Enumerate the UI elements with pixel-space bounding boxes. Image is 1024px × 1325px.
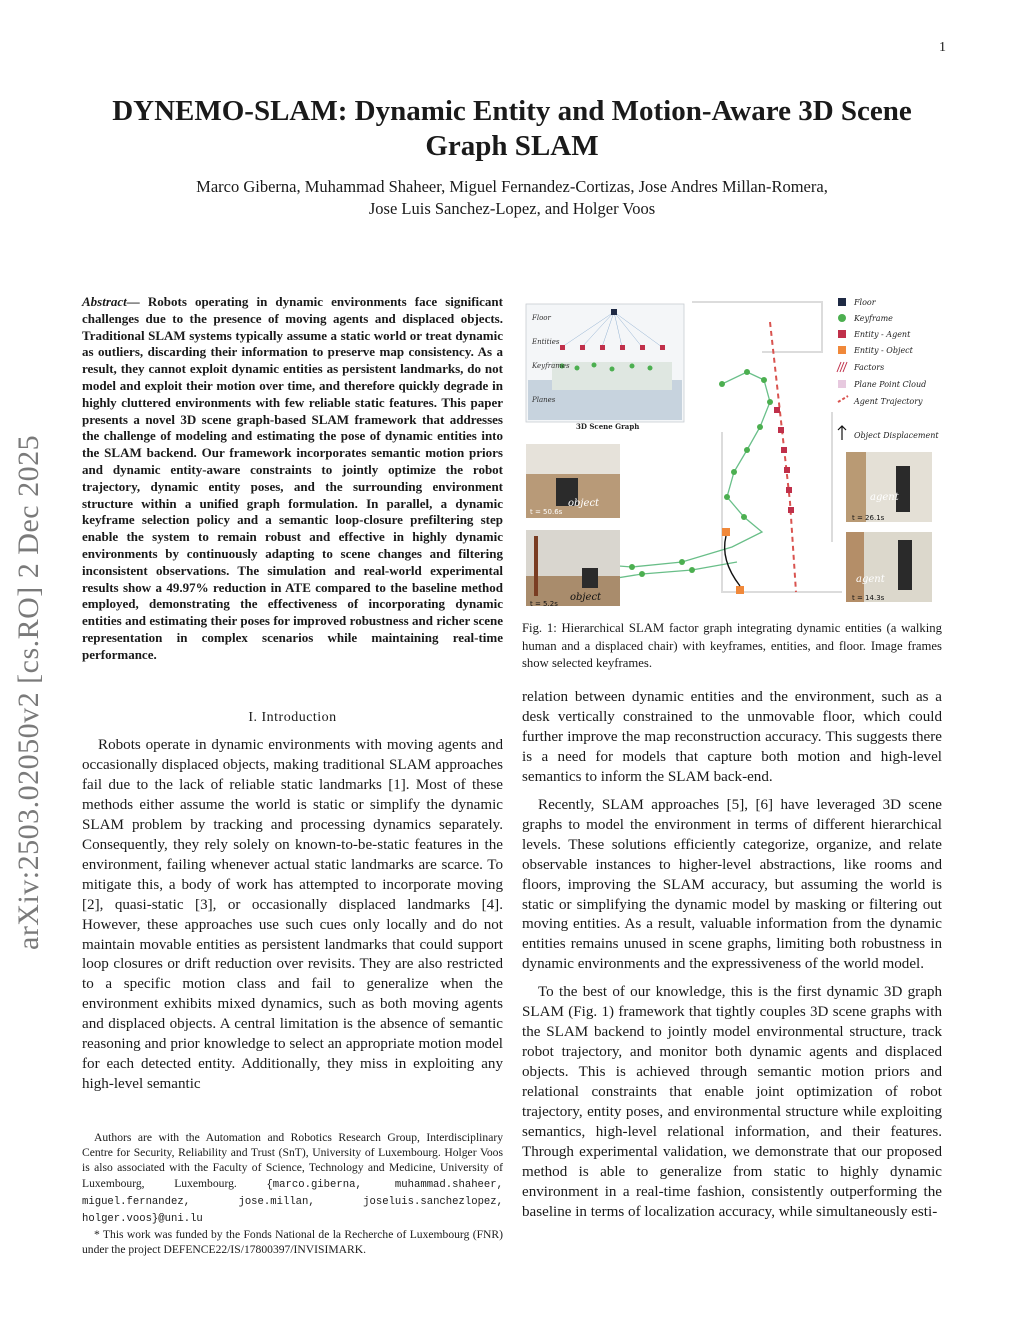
authors-line-2: Jose Luis Sanchez-Lopez, and Holger Voos (368, 199, 656, 218)
title-line-2: Graph SLAM (425, 130, 599, 162)
paper-title (80, 94, 944, 164)
photo-time-2: t = 5.2s (530, 600, 558, 608)
legend-keyframe: Keyframe (854, 314, 893, 323)
legend-object: Entity - Object (854, 346, 913, 355)
section-heading: I. Introduction (248, 710, 337, 725)
footnote-affiliation-text: Authors are with the Automation and Robotics Research Group, Interdisciplinary Centre for Security, Reliability and Trust (SnT), University of Luxembourg. Holger Voos is also associated with the Faculty of Science, Technology and Medicine, University of Luxembourg, Luxembourg. (82, 1131, 503, 1190)
photo-label-agent-2: agent (856, 574, 885, 585)
scene-graph-inset (526, 304, 684, 431)
photo-agent-2 (846, 532, 932, 602)
photo-object-1 (526, 444, 620, 518)
photo-time-3: t = 26.1s (852, 514, 885, 522)
layer-label-floor: Floor (532, 314, 551, 322)
layer-label-keyframes: Keyframes (532, 362, 570, 370)
footnote-affiliation (82, 1130, 503, 1227)
right-column-text (522, 688, 942, 1231)
footnote-funding: * This work was funded by the Fonds National de la Recherche of Luxembourg (FNR) under the project DEFENCE22/IS/17800397/INVISIMARK. (82, 1228, 503, 1257)
page-number: 1 (939, 40, 946, 55)
photo-label-object-1: object (568, 498, 600, 509)
figure-1 (522, 292, 942, 610)
footnote (82, 1130, 503, 1258)
legend-plane: Plane Point Cloud (854, 380, 927, 389)
photo-agent-1 (846, 452, 932, 522)
right-paragraph-2: Recently, SLAM approaches [5], [6] have leveraged 3D scene graphs to model the environment in terms of different hierarchical levels. These solutions efficiently categorize, organize, and relate observable instances to higher-level abstractions, like rooms and floors, improving the SLAM accuracy, but assuming the world is static or simplifying the dynamic model by masking or filtering out moving entities. As a result, valuable information from the dynamic entities remains unused in scene graphs, limiting both robustness in dynamic environments and the expressiveness of the world model. (522, 796, 942, 973)
scene-graph-title: 3D Scene Graph (576, 422, 640, 431)
figure-caption: Fig. 1: Hierarchical SLAM factor graph integrating dynamic entities (a walking human and a displaced chair) with keyframes, entities, and floor. Image frames show selected keyframes. (522, 621, 942, 670)
photo-object-2 (526, 530, 620, 608)
legend-floor: Floor (854, 298, 876, 307)
abstract (82, 294, 503, 664)
abstract-text: Robots operating in dynamic environments face significant challenges due to the presence of moving agents and displaced objects. Traditional SLAM systems typically assume a static world or treat dynamic as outliers, discarding their information to preserve map consistency. As a result, they cannot exploit dynamic entities as persistent landmarks, do not model and exploit their motion over time, and therefore quickly degrade in highly cluttered environments with few reliable static features. This paper presents a novel 3D scene graph-based SLAM framework that addresses the challenge of modeling and estimating the pose of dynamic entities into the SLAM backend. Our framework incorporates semantic motion priors and dynamic entity-aware constraints to jointly optimize the robot trajectory, dynamic entity poses, and the surrounding environment structure within a unified graph formulation. In parallel, a dynamic keyframe selection policy and a semantic loop-closure prefiltering step enable the system to remain robust and effective in highly dynamic environments by continuously adapting to scene changes and filtering inconsistent observations. The simulation and real-world experimental results show a 49.97% reduction in ATE compared to the baseline method employed, demonstrating the effectiveness of incorporating dynamic entities and estimating their poses for improved robustness and richer scene representation in complex scenarios while maintaining real-time performance. (82, 294, 503, 662)
abstract-lead: Abstract— (82, 294, 140, 309)
photo-time-4: t = 14.3s (852, 594, 885, 602)
intro-text: Robots operate in dynamic environments with moving agents and occasionally displaced objects, making traditional SLAM approaches fail due to the lack of reliable static landmarks [1]. Most of these methods either assume the world is static or simplify the dynamic SLAM problem by tracking and processing dynamics separately. Consequently, they rely solely on known-to-be-static features in the environment, failing whenever actual static landmarks are scarce. To mitigate this, a body of work has attempted to incorporate moving [2], quasi-static [3], or occasionally displaced landmarks [4]. However, these approaches use such cues only locally and do not maintain movable entities as persistent landmarks that could support loop closures or drift reduction over revisits. They are also restricted to a specific motion class and fail to generalize when the environment exhibits mixed dynamics, such as both moving agents and displaced objects. A central limitation is the absence of semantic reasoning and prior knowledge to select an appropriate motion model for each detected entity. Additionally, they miss in exploiting any high-level semantic (82, 737, 503, 1093)
right-paragraph-3: To the best of our knowledge, this is the first dynamic 3D graph SLAM (Fig. 1) framework that tightly couples 3D scene graphs with the SLAM backend to jointly model environmental structure, track robot trajectory, and monitor both dynamic agents and displaced objects. This is achieved through semantic motion priors and relational constraints that enable joint optimization of robot trajectory, entity poses, and environmental structure while exploiting semantics, high-level relational information, and their features. Through experimental validation, we demonstrate that our proposed method is able to generalize from static to highly dynamic environment in a real-time fashion, consistently outperforming the baseline in terms of localization accuracy, while simultaneously esti- (522, 984, 942, 1220)
layer-label-planes: Planes (532, 396, 556, 404)
authors-line-1: Marco Giberna, Muhammad Shaheer, Miguel Fernandez-Cortizas, Jose Andres Millan-Romera, (196, 177, 828, 196)
photo-label-object-2: object (570, 592, 602, 603)
author-list (80, 176, 944, 220)
intro-paragraph (82, 736, 503, 1095)
layer-label-entities: Entities (532, 338, 560, 346)
title-line-1: DYNEMO-SLAM: Dynamic Entity and Motion-Aware 3D Scene (112, 95, 912, 127)
photo-time-1: t = 50.6s (530, 508, 563, 516)
right-paragraph-1: relation between dynamic entities and the environment, such as a desk vertically constrained to the unmovable floor, which could further improve the map reconstruction accuracy. This suggests there is a need for models that capture both motion and high-level semantics to inform the SLAM back-end. (522, 689, 942, 785)
legend-agent: Entity - Agent (854, 330, 911, 339)
photo-label-agent-1: agent (870, 492, 899, 503)
legend-agent-trajectory: Agent Trajectory (854, 397, 923, 406)
legend-factors: Factors (854, 363, 885, 372)
footnote-emails: {marco.giberna, muhammad.shaheer, miguel.fernandez, jose.millan, joseluis.sanchezlopez, holger.voos}@uni.lu (82, 1178, 503, 1226)
legend-object-displacement: Object Displacement (854, 431, 939, 440)
arxiv-stamp: arXiv:2503.02050v2 [cs.RO] 2 Dec 2025 (12, 434, 45, 950)
